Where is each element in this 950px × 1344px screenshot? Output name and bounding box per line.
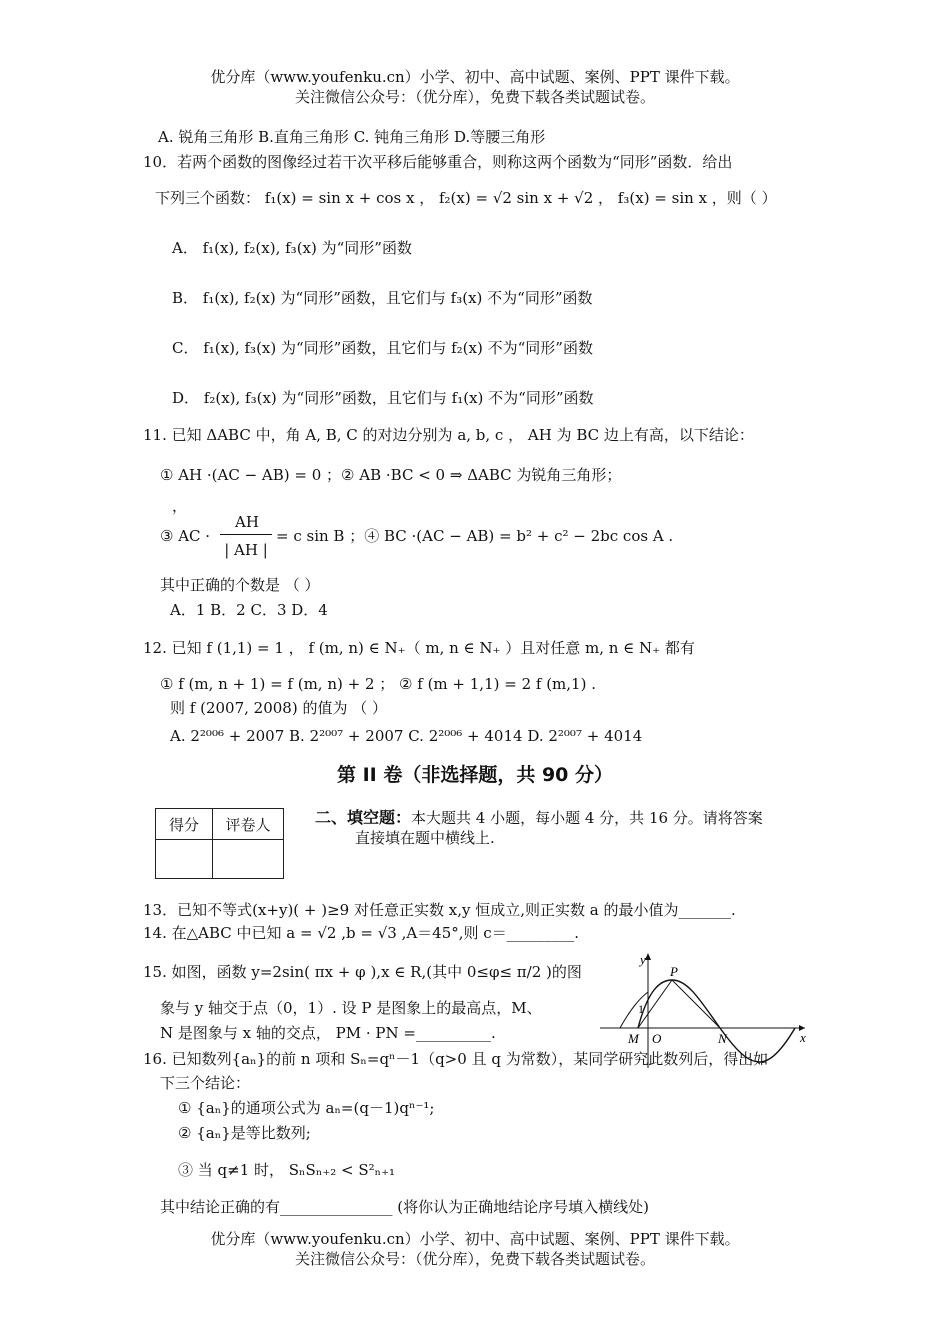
q13: 13．已知不等式(x+y)( + )≥9 对任意正实数 x,y 恒成立,则正实数 a 的最小值为_______. — [143, 901, 736, 919]
q10-option-b: B． f₁(x), f₂(x) 为“同形”函数，且它们与 f₃(x) 不为“同形”函数 — [172, 289, 593, 307]
q16-line-1: 16. 已知数列{aₙ}的前 n 项和 Sₙ=qⁿ－1（q>0 且 q 为常数），某同学研究此数列后，得出如 — [143, 1050, 769, 1068]
q15-line-2: 象与 y 轴交于点（0，1）. 设 P 是图象上的最高点，M、 — [160, 999, 542, 1017]
q11-question: 其中正确的个数是 （ ） — [160, 576, 320, 594]
q12-options: A. 2²⁰⁰⁶ + 2007 B. 2²⁰⁰⁷ + 2007 C. 2²⁰⁰⁶ + 4014 D. 2²⁰⁰⁷ + 4014 — [170, 727, 643, 745]
fill-section-heading: 二、填空题： — [315, 808, 412, 827]
q11-fraction-bar — [220, 534, 272, 535]
header-line-2: 关注微信公众号：（优分库），免费下载各类试题试卷。 — [294, 88, 655, 106]
q14: 14. 在△ABC 中已知 a = √2 ,b = √3 ,A＝45°,则 c＝_________. — [143, 924, 579, 942]
q10-option-c: C． f₁(x), f₃(x) 为“同形”函数，且它们与 f₂(x) 不为“同形”函数 — [172, 339, 593, 357]
graph-label-y: y — [640, 952, 646, 967]
q11-conclusion-3-prefix: ③ AC · — [160, 527, 211, 545]
q11-fraction-denominator: | AH | — [224, 541, 268, 559]
graph-label-m: M — [628, 1031, 639, 1046]
q11-conclusions-1-2: ① AH ·(AC − AB) = 0 ；② AB ·BC < 0 ⇒ ΔABC 为锐角三角形； — [160, 466, 622, 484]
q16-conclusion-2: ② {aₙ}是等比数列; — [178, 1124, 311, 1142]
fill-section-desc-1: 本大题共 4 小题，每小题 4 分，共 16 分。请将答案 — [411, 809, 763, 827]
fill-section-intro — [315, 808, 763, 828]
graph-label-p: P — [670, 964, 678, 979]
q12-stem: 12. 已知 f (1,1) = 1 ， f (m, n) ∈ N₊（ m, n ∈ N₊ ）且对任意 m, n ∈ N₊ 都有 — [143, 639, 695, 657]
q16-question: 其中结论正确的有_______________ (将你认为正确地结论序号填入横线处) — [160, 1198, 649, 1216]
score-cell[interactable] — [156, 840, 213, 879]
q15-line-1: 15. 如图，函数 y=2sin( πx + φ ),x ∈ R,(其中 0≤φ≤ π/2 )的图 — [143, 963, 582, 981]
grader-header: 评卷人 — [213, 809, 284, 840]
q16-line-2: 下三个结论： — [160, 1074, 251, 1092]
segment-pn — [672, 980, 720, 1028]
q16-conclusion-1: ① {aₙ}的通项公式为 aₙ=(q－1)qⁿ⁻¹; — [178, 1099, 435, 1117]
q11-stray-comma: ， — [172, 497, 188, 515]
q11-conclusion-3-4: = c sin B ；④ BC ·(AC − AB) = b² + c² − 2bc cos A . — [276, 527, 674, 545]
graph-label-one: 1 — [638, 1002, 644, 1016]
q10-option-d: D． f₂(x), f₃(x) 为“同形”函数，且它们与 f₁(x) 不为“同形”函数 — [172, 389, 594, 407]
q11-options: A．1 B．2 C．3 D．4 — [170, 601, 328, 619]
graph-label-n: N — [718, 1031, 727, 1046]
graph-label-o: O — [652, 1031, 662, 1046]
q16-conclusion-3: ③ 当 q≠1 时， SₙSₙ₊₂ < S²ₙ₊₁ — [178, 1161, 396, 1179]
q12-conditions: ① f (m, n + 1) = f (m, n) + 2 ； ② f (m + 1,1) = 2 f (m,1) . — [160, 675, 596, 693]
q9-options: A. 锐角三角形 B.直角三角形 C. 钝角三角形 D.等腰三角形 — [158, 128, 546, 146]
q11-stem: 11. 已知 ΔABC 中，角 A, B, C 的对边分别为 a, b, c ， AH 为 BC 边上有高，以下结论： — [143, 426, 754, 444]
score-table — [155, 808, 284, 879]
q10-stem-1: 10．若两个函数的图像经过若干次平移后能够重合，则称这两个函数为“同形”函数．给出 — [143, 153, 733, 171]
part2-title: 第 II 卷（非选择题，共 90 分） — [336, 764, 614, 786]
score-header: 得分 — [156, 809, 213, 840]
footer-line-2: 关注微信公众号：（优分库），免费下载各类试题试卷。 — [294, 1250, 655, 1268]
q10-option-a: A． f₁(x), f₂(x), f₃(x) 为“同形”函数 — [172, 239, 412, 257]
q15-line-3: N 是图象与 x 轴的交点， PM · PN =__________. — [160, 1024, 496, 1042]
graph-label-x: x — [800, 1030, 806, 1045]
header-line-1: 优分库（www.youfenku.cn）小学、初中、高中试题、案例、PPT 课件下载。 — [210, 68, 740, 86]
grader-cell[interactable] — [213, 840, 284, 879]
q10-stem-2: 下列三个函数： f₁(x) = sin x + cos x ， f₂(x) = √2 sin x + √2 ， f₃(x) = sin x ，则（ ） — [155, 189, 777, 207]
q12-question: 则 f (2007, 2008) 的值为 （ ） — [170, 699, 387, 717]
y-axis-arrow — [645, 953, 651, 960]
q11-fraction-numerator: AH — [235, 513, 259, 531]
fill-section-desc-2: 直接填在题中横线上. — [355, 829, 495, 847]
footer-line-1: 优分库（www.youfenku.cn）小学、初中、高中试题、案例、PPT 课件下载。 — [210, 1230, 740, 1248]
